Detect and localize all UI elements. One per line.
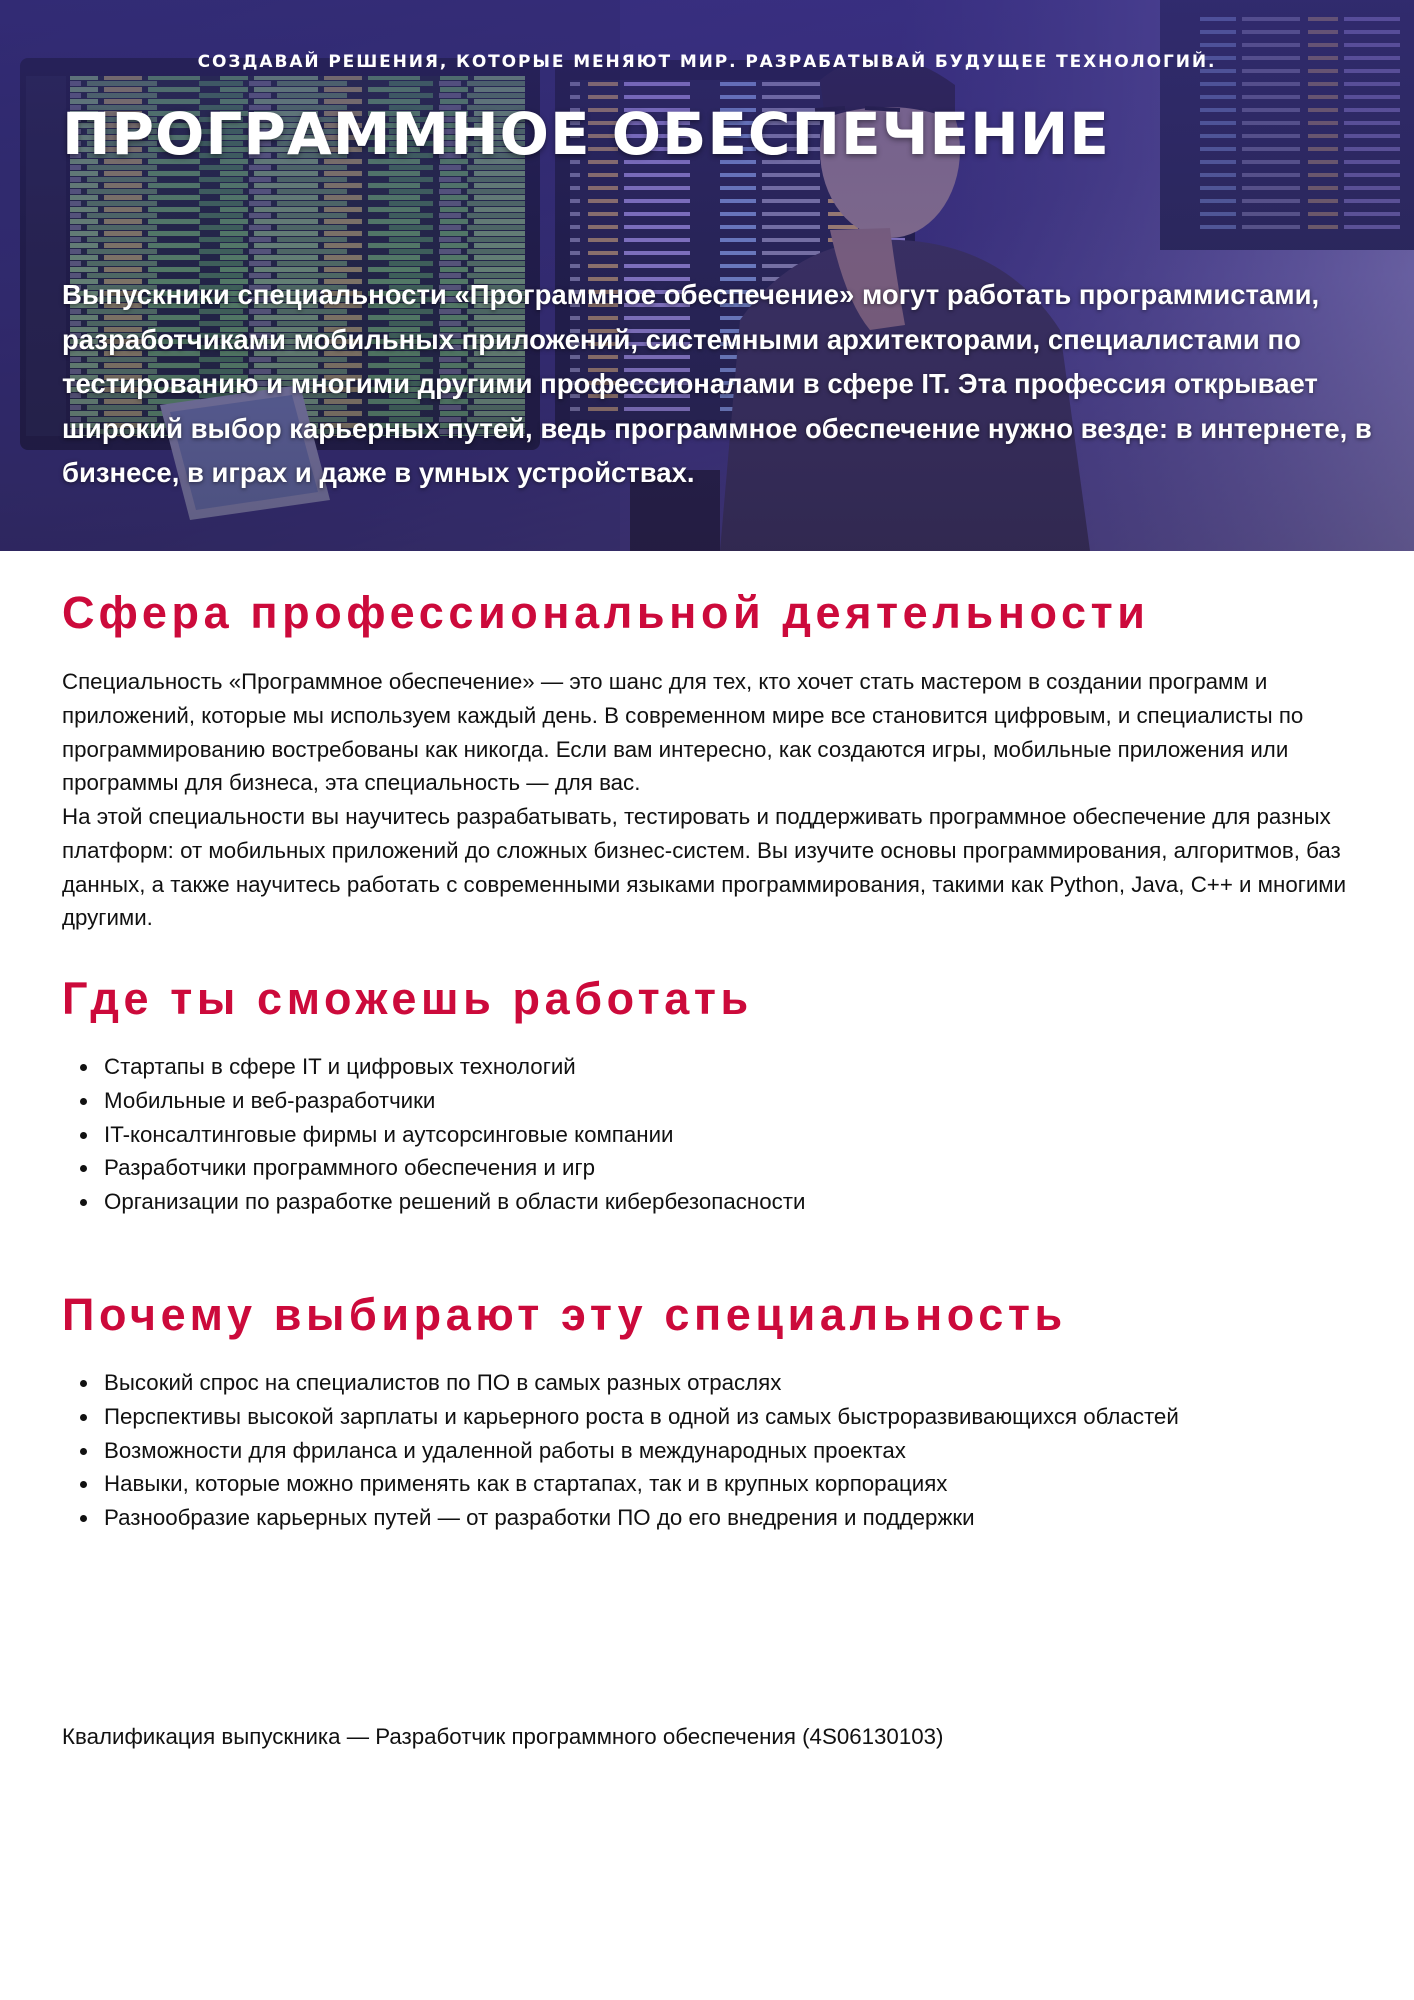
sphere-paragraph-2: На этой специальности вы научитесь разрабатывать, тестировать и поддерживать программное обеспечение для разных платформ: от мобильных приложений до сложных бизнес-систем. Вы изучите основы программирования, алгоритмов, баз данных, а также научитесь работать с современными языками программирования, такими как Python, Java, C++ и многими другими.: [62, 804, 1347, 931]
hero-tagline: СОЗДАВАЙ РЕШЕНИЯ, КОТОРЫЕ МЕНЯЮТ МИР. РАЗРАБАТЫВАЙ БУДУЩЕЕ ТЕХНОЛОГИЙ.: [197, 52, 1217, 72]
hero-title: ПРОГРАММНОЕ ОБЕСПЕЧЕНИЕ: [62, 100, 1110, 168]
hero-intro: Выпускники специальности «Программное обеспечение» могут работать программистами, разработчиками мобильных приложений, системными архитекторами, специалистами по тестированию и многими другими профессионалами в сфере IT. Эта профессия открывает широкий выбор карьерных путей, ведь программное обеспечение нужно везде: в интернете, в бизнесе, в играх и даже в умных устройствах.: [62, 279, 1372, 488]
list-item: Организации по разработке решений в области кибербезопасности: [62, 1185, 805, 1219]
hero-banner: [0, 0, 1414, 551]
why-list: [62, 1366, 1179, 1535]
where-heading: Где ты сможешь работать: [62, 973, 753, 1024]
list-item: IT-консалтинговые фирмы и аутсорсинговые компании: [62, 1118, 805, 1152]
list-item: Перспективы высокой зарплаты и карьерного роста в одной из самых быстроразвивающихся областей: [62, 1400, 1179, 1434]
list-item: Разнообразие карьерных путей — от разработки ПО до его внедрения и поддержки: [62, 1501, 1179, 1535]
hero-content: [0, 0, 1414, 551]
list-item: Возможности для фриланса и удаленной работы в международных проектах: [62, 1434, 1179, 1468]
list-item: Мобильные и веб-разработчики: [62, 1084, 805, 1118]
where-list: [62, 1050, 805, 1219]
list-item: Высокий спрос на специалистов по ПО в самых разных отраслях: [62, 1366, 1179, 1400]
sphere-paragraph-1: Специальность «Программное обеспечение» — это шанс для тех, кто хочет стать мастером в создании программ и приложений, которые мы используем каждый день. В современном мире все становится цифровым, и специалисты по программированию востребованы как никогда. Если вам интересно, как создаются игры, мобильные приложения или программы для бизнеса, эта специальность — для вас.: [62, 669, 1304, 796]
list-item: Разработчики программного обеспечения и игр: [62, 1151, 805, 1185]
list-item: Навыки, которые можно применять как в стартапах, так и в крупных корпорациях: [62, 1467, 1179, 1501]
sphere-heading: Сфера профессиональной деятельности: [62, 587, 1150, 638]
list-item: Стартапы в сфере IT и цифровых технологий: [62, 1050, 805, 1084]
why-heading: Почему выбирают эту специальность: [62, 1289, 1067, 1340]
qualification-note: Квалификация выпускника — Разработчик программного обеспечения (4S06130103): [62, 1724, 944, 1749]
